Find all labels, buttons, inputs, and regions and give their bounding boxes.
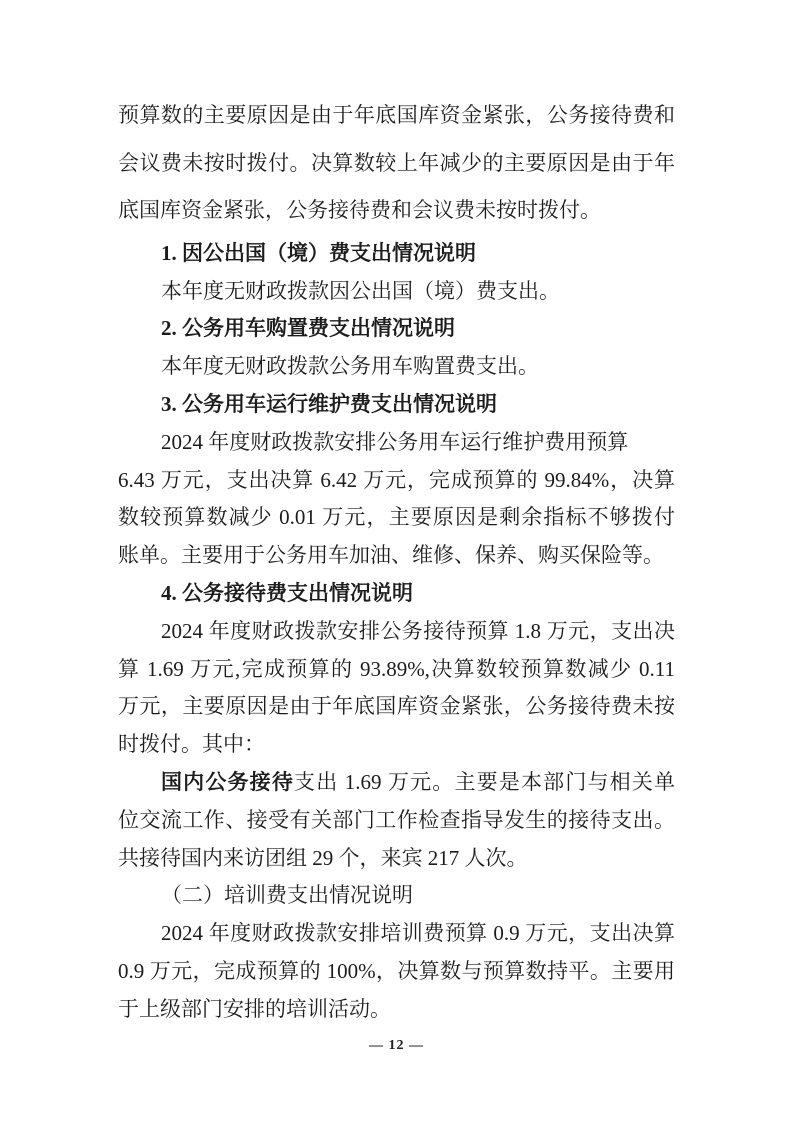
text-line: 账单。主要用于公务用车加油、维修、保养、购买保险等。 [118,543,664,568]
section-heading-training: （二）培训费支出情况说明 [161,883,413,908]
text-line: 预算数的主要原因是由于年底国库资金紧张，公务接待费和 [118,103,675,127]
text-line: 位交流工作、接受有关部门工作检查指导发生的接待支出。 [118,807,675,832]
text-line: 会议费未按时拨付。决算数较上年减少的主要原因是由于年 [118,150,675,175]
text-line: 算 1.69 万元,完成预算的 93.89%,决算数较预算数减少 0.11 [118,656,675,681]
intro-paragraph [118,92,675,235]
text-line: 0.9 万元，完成预算的 100%，决算数与预算数持平。主要用 [118,958,675,983]
domestic-reception-label: 国内公务接待 [161,769,295,794]
text-line: 于上级部门安排的培训活动。 [118,996,391,1021]
text-line: 万元，主要原因是由于年底国库资金紧张，公务接待费未按 [118,694,675,719]
text-line: 共接待国内来访团组 29 个，来宾 217 人次。 [118,845,528,870]
section-heading-vehicle-maintenance: 3. 公务用车运行维护费支出情况说明 [161,391,497,416]
section-heading-abroad: 1. 因公出国（境）费支出情况说明 [161,240,476,265]
text-line: 2024 年度财政拨款安排培训费预算 0.9 万元，支出决算 [161,921,675,946]
text-segment: 支出 1.69 万元。主要是本部门与相关单 [294,769,676,794]
section-heading-vehicle-purchase: 2. 公务用车购置费支出情况说明 [161,316,455,341]
text-line: 本年度无财政拨款公务用车购置费支出。 [161,354,539,379]
text-line: 底国库资金紧张，公务接待费和会议费未按时拨付。 [118,198,601,223]
text-line: 时拨付。其中： [118,732,265,757]
document-body [118,92,675,1029]
text-line: 2024 年度财政拨款安排公务接待预算 1.8 万元，支出决 [161,618,675,643]
text-line: 数较预算数减少 0.01 万元，主要原因是剩余指标不够拨付 [118,505,675,530]
text-line: 2024 年度财政拨款安排公务用车运行维护费用预算 [161,429,629,454]
text-line: 6.43 万元，支出决算 6.42 万元，完成预算的 99.84%，决算 [118,467,675,492]
page-number: — 12 — [369,1038,424,1053]
section-heading-official-reception: 4. 公务接待费支出情况说明 [161,580,413,605]
domestic-reception-line [118,764,675,802]
text-line: 本年度无财政拨款因公出国（境）费支出。 [161,278,560,303]
